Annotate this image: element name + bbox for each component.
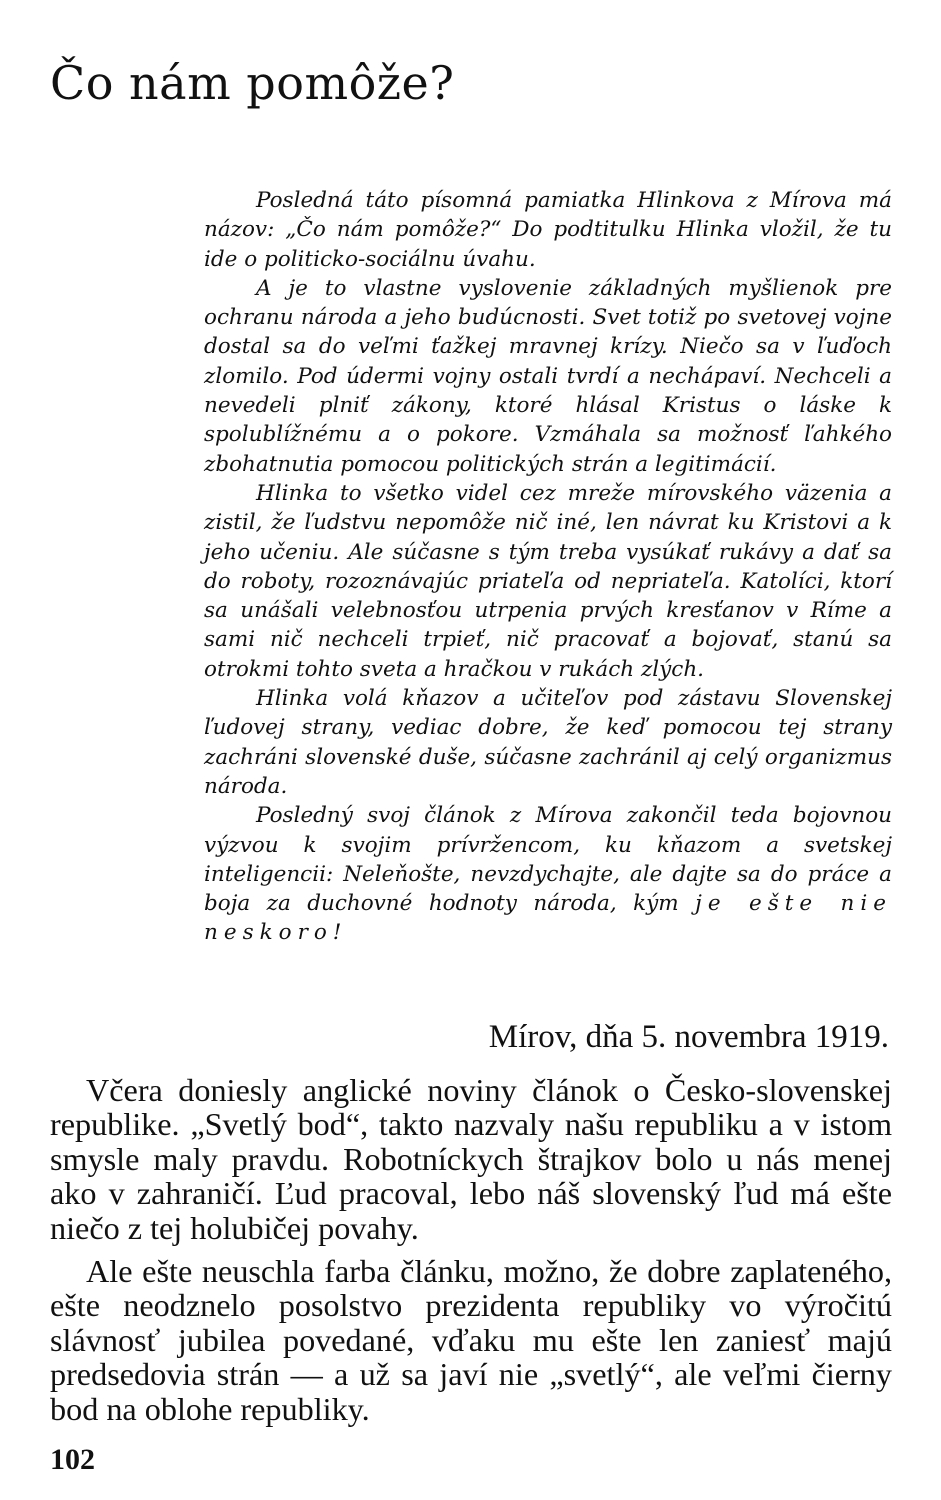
body-text-section xyxy=(50,1073,892,1435)
intro-paragraph: Posledná táto písomná pamiatka Hlinkova z Mírova má názov: „Čo nám pomôže?“ Do podtitulku Hlinka vložil, že tu ide o politicko-sociálnu úvahu. xyxy=(204,188,892,272)
intro-italic-section xyxy=(204,186,892,948)
intro-paragraph: Hlinka to všetko videl cez mreže mírovského väzenia a zistil, že ľudstvu nepomôže nič iné, len návrat ku Kristovi a k jeho učeniu. Ale súčasne s tým treba vysúkať rukávy a dať sa do roboty, rozoznávajúc priateľa od nepriateľa. Katolíci, ktorí sa unášali velebnosťou utrpenia prvých kresťanov v Ríme a sami nič nechceli trpieť, nič pracovať a bojovať, stanú sa otrokmi tohto sveta a hračkou v rukách zlých. xyxy=(204,480,892,682)
intro-paragraph-text: Posledný svoj článok z Mírova zakončil teda bojovnou výzvou k svojim prívržencom, ku kňazom a svetskej inteligencii: Neleňošte, nevzdychajte, ale dajte sa do práce a boja za duchovné hodnoty národa, kým xyxy=(204,803,892,917)
body-paragraph: Včera doniesly anglické noviny článok o Česko-slovenskej republike. „Svetlý bod“, takto nazvaly našu republiku a v istom smysle maly pravdu. Robotníckych štrajkov bolo u nás menej ako v zahraničí. Ľud pracoval, lebo náš slovenský ľud má ešte niečo z tej holubičej povahy. xyxy=(50,1072,892,1246)
intro-paragraph: Hlinka volá kňazov a učiteľov pod zástavu Slovenskej ľudovej strany, vediac dobre, že keď pomocou tej strany zachráni slovenské duše, súčasne zachránil aj celý organizmus národa. xyxy=(204,686,892,799)
intro-spaced-phrase: je ešte nie neskoro! xyxy=(204,891,892,946)
body-paragraph: Ale ešte neuschla farba článku, možno, že dobre zaplateného, ešte neodznelo posolstvo prezidenta republiky vo výročitú slávnosť jubilea povedané, vďaku mu ešte len zaniesť majú predsedovia strán — a už sa javí nie „svetlý“, ale veľmi čierny bod na oblohe republiky. xyxy=(50,1253,892,1427)
dateline: Mírov, dňa 5. novembra 1919. xyxy=(488,1019,889,1055)
intro-paragraph: A je to vlastne vyslovenie základných myšlienok pre ochranu národa a jeho budúcnosti. Svet totiž po svetovej vojne dostal sa do veľmi ťažkej mravnej krízy. Niečo sa v ľuďoch zlomilo. Pod údermi vojny ostali tvrdí a nechápaví. Nechceli a nevedeli plniť zákony, ktoré hlásal Kristus o láske k spolublížnému a o pokore. Vzmáhala sa možnosť ľahkého zbohatnutia pomocou politických strán a legitimácií. xyxy=(204,275,892,477)
chapter-title: Čo nám pomôže? xyxy=(50,56,455,110)
intro-paragraph xyxy=(204,801,892,947)
page-number: 102 xyxy=(50,1443,95,1476)
